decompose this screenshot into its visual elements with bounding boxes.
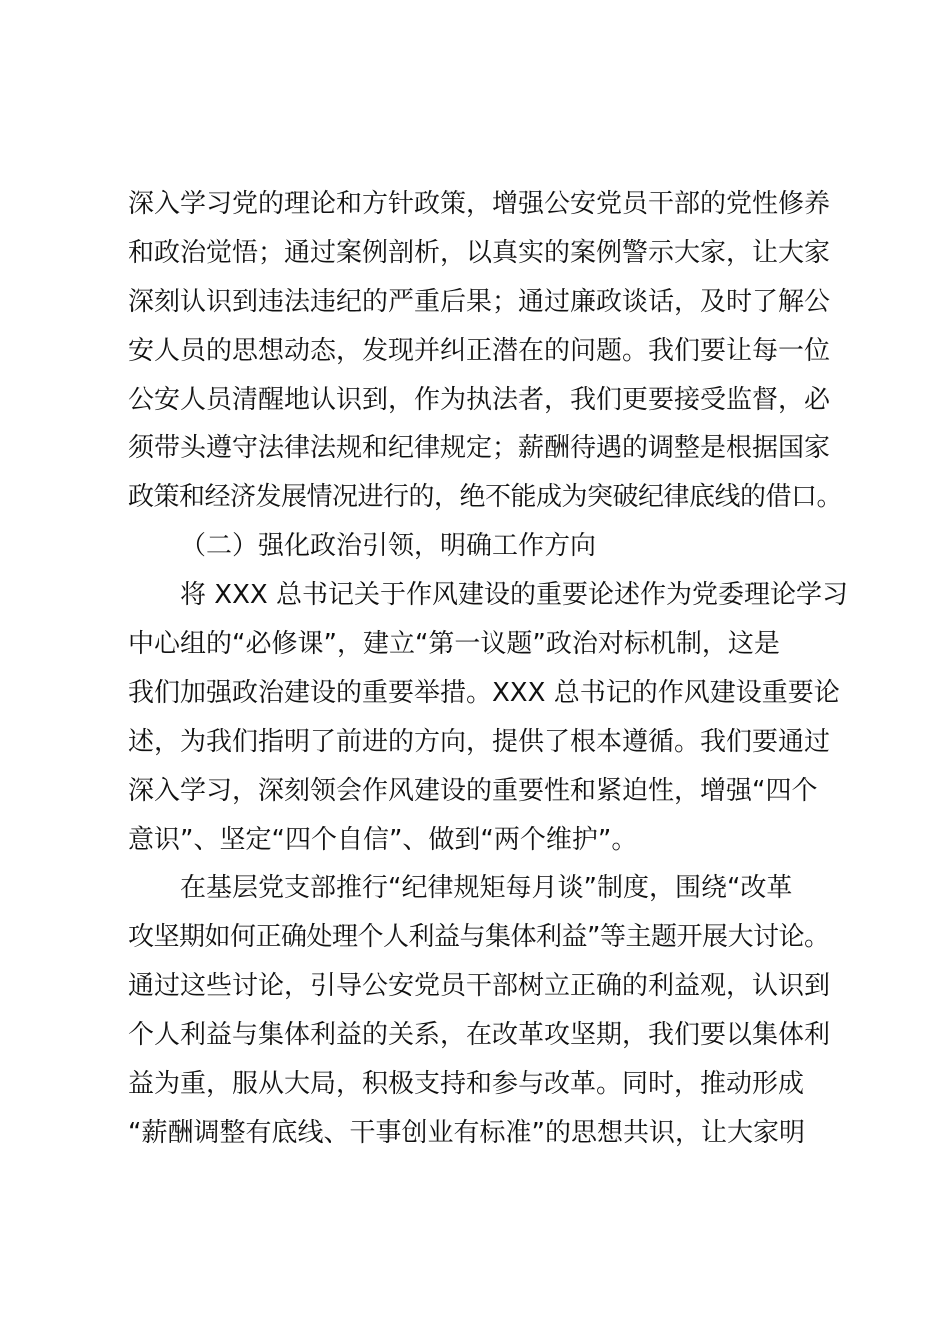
body-line-3: 深刻认识到违法违纪的严重后果；通过廉政谈话，及时了解公 [128,286,831,317]
body-line-20: “薪酬调整有底线、干事创业有标准”的思想共识，让大家明 [128,1117,805,1148]
body-line-7: 政策和经济发展情况进行的，绝不能成为突破纪律底线的借口。 [128,482,843,513]
body-line-6: 须带头遵守法律法规和纪律规定；薪酬待遇的调整是根据国家 [128,433,831,464]
body-line-15: 在基层党支部推行“纪律规矩每月谈”制度，围绕“改革 [180,873,793,904]
document-body [128,180,848,1158]
body-line-16: 攻坚期如何正确处理个人利益与集体利益”等主题开展大讨论。 [128,922,830,953]
body-line-17: 通过这些讨论，引导公安党员干部树立正确的利益观，认识到 [128,971,831,1002]
body-line-5: 公安人员清醒地认识到，作为执法者，我们更要接受监督，必 [128,384,831,415]
body-line-14: 意识”、坚定“四个自信”、做到“两个维护”。 [128,824,638,855]
body-line-10: 中心组的“必修课”，建立“第一议题”政治对标机制，这是 [128,629,780,660]
body-line-1: 深入学习党的理论和方针政策，增强公安党员干部的党性修养 [128,189,831,219]
body-line-19: 益为重，服从大局，积极支持和参与改革。同时，推动形成 [128,1069,805,1100]
body-line-2: 和政治觉悟；通过案例剖析，以真实的案例警示大家，让大家 [128,237,831,268]
body-line-11: 我们加强政治建设的重要举措。XXX 总书记的作风建设重要论 [128,677,840,708]
body-line-4: 安人员的思想动态，发现并纠正潜在的问题。我们要让每一位 [128,335,831,366]
body-line-13: 深入学习，深刻领会作风建设的重要性和紧迫性，增强“四个 [128,775,818,806]
body-line-9: 将 XXX 总书记关于作风建设的重要论述作为党委理论学习 [180,580,848,611]
section-heading: （二）强化政治引领，明确工作方向 [180,531,597,562]
body-line-12: 述，为我们指明了前进的方向，提供了根本遵循。我们要通过 [128,726,831,757]
body-line-18: 个人利益与集体利益的关系，在改革攻坚期，我们要以集体利 [128,1020,831,1051]
